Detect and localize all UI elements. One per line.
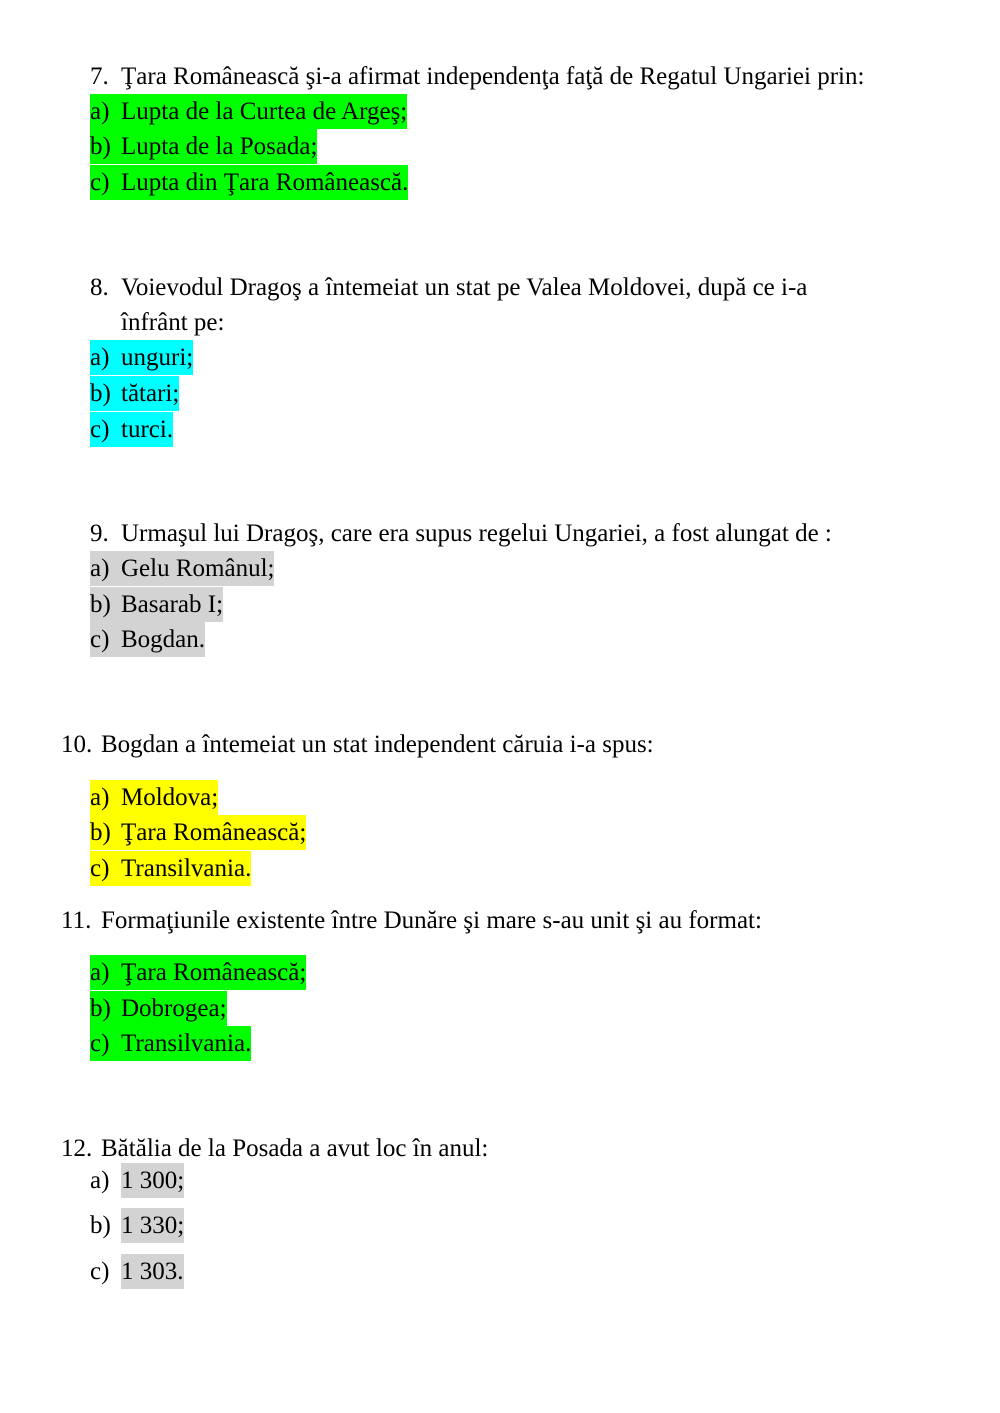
question-10	[61, 727, 654, 762]
option-letter: a)	[90, 784, 110, 811]
option-letter: a)	[90, 344, 110, 371]
option-letter: c)	[90, 1030, 110, 1057]
option-text: 1 330;	[121, 1208, 184, 1243]
option-letter: c)	[90, 416, 110, 443]
option-letter: b)	[90, 380, 111, 407]
option-10a[interactable]	[90, 780, 218, 815]
option-12b[interactable]	[90, 1208, 184, 1243]
question-8-continuation	[121, 305, 224, 340]
option-9c[interactable]	[90, 622, 205, 657]
option-text: 1 303.	[121, 1254, 184, 1289]
option-text: Basarab I;	[121, 591, 224, 618]
option-9b[interactable]	[90, 587, 223, 622]
option-10c[interactable]	[90, 851, 251, 886]
option-text: Ţara Românească;	[121, 959, 307, 986]
option-text: Lupta de la Curtea de Argeş;	[121, 98, 408, 125]
question-number: 9.	[90, 520, 109, 547]
option-letter: c)	[90, 1258, 110, 1285]
option-letter: c)	[90, 169, 110, 196]
question-9	[90, 516, 832, 551]
option-letter: b)	[90, 133, 111, 160]
option-8a[interactable]	[90, 340, 193, 375]
option-10b[interactable]	[90, 815, 306, 850]
option-letter: c)	[90, 855, 110, 882]
option-letter: b)	[90, 995, 111, 1022]
option-11a[interactable]	[90, 955, 306, 990]
question-number: 7.	[90, 63, 109, 90]
option-text: 1 300;	[121, 1163, 184, 1198]
question-8	[90, 270, 807, 305]
question-text: Voievodul Dragoş a întemeiat un stat pe Valea Moldovei, după ce i-a	[121, 274, 808, 301]
question-text: Ţara Românească şi-a afirmat independenţa faţă de Regatul Ungariei prin:	[121, 63, 865, 90]
question-text: înfrânt pe:	[121, 309, 225, 336]
question-text: Formaţiunile existente între Dunăre şi mare s-au unit şi au format:	[101, 907, 762, 934]
question-text: Urmaşul lui Dragoş, care era supus regelui Ungariei, a fost alungat de :	[121, 520, 832, 547]
option-text: Lupta din Ţara Românească.	[121, 169, 409, 196]
option-8c[interactable]	[90, 412, 173, 447]
option-12a[interactable]	[90, 1163, 184, 1198]
question-12	[61, 1131, 488, 1166]
question-7	[90, 59, 864, 94]
question-number: 11.	[61, 907, 92, 934]
option-8b[interactable]	[90, 376, 179, 411]
option-text: turci.	[121, 416, 174, 443]
option-12c[interactable]	[90, 1254, 184, 1289]
option-text: tătari;	[121, 380, 180, 407]
option-letter: b)	[90, 591, 111, 618]
question-11	[61, 903, 762, 938]
option-7a[interactable]	[90, 94, 407, 129]
option-11c[interactable]	[90, 1026, 251, 1061]
option-letter: b)	[90, 819, 111, 846]
option-letter: b)	[90, 1212, 111, 1239]
option-letter: c)	[90, 626, 110, 653]
option-letter: a)	[90, 959, 110, 986]
option-text: Transilvania.	[121, 855, 252, 882]
option-text: Transilvania.	[121, 1030, 252, 1057]
question-text: Bogdan a întemeiat un stat independent căruia i-a spus:	[101, 731, 654, 758]
option-text: Gelu Românul;	[121, 555, 275, 582]
option-text: Moldova;	[121, 784, 219, 811]
option-text: Ţara Românească;	[121, 819, 307, 846]
question-text: Bătălia de la Posada a avut loc în anul:	[101, 1135, 489, 1162]
option-text: Lupta de la Posada;	[121, 133, 318, 160]
option-letter: a)	[90, 555, 110, 582]
option-9a[interactable]	[90, 551, 274, 586]
option-text: Bogdan.	[121, 626, 206, 653]
question-number: 8.	[90, 274, 109, 301]
option-7c[interactable]	[90, 165, 408, 200]
option-text: Dobrogea;	[121, 995, 227, 1022]
option-letter: a)	[90, 1167, 110, 1194]
option-letter: a)	[90, 98, 110, 125]
option-text: unguri;	[121, 344, 194, 371]
question-number: 12.	[61, 1135, 93, 1162]
option-7b[interactable]	[90, 129, 317, 164]
question-number: 10.	[61, 731, 93, 758]
option-11b[interactable]	[90, 991, 227, 1026]
